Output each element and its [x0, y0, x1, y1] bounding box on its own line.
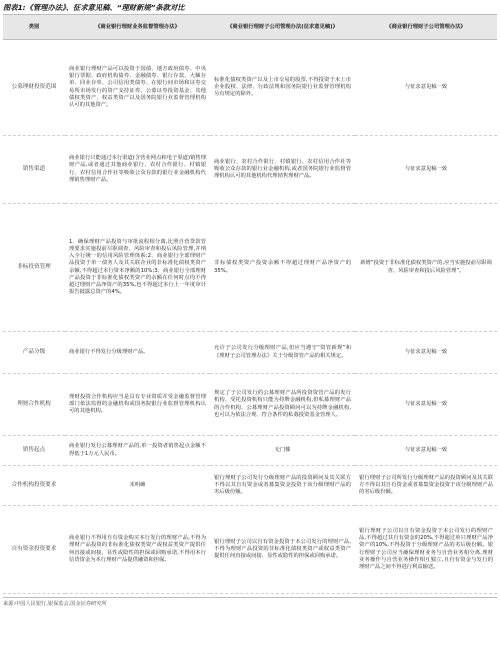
cell-final-measures: 新增“投资于非标准化债权类资产的,应当实施投前尽职调查、风险审查和投后风险管理”。 [355, 204, 497, 332]
header-final-measures: 《商业银行理财子公司管理办法》 [355, 15, 497, 40]
cell-final-measures: 与征求意见稿一致 [355, 40, 497, 136]
cell-draft-measures: 无门槛 [210, 436, 355, 466]
comparison-table [3, 14, 497, 594]
cell-final-measures: 银行理财子公司所发行分级理财产品的投资顾问及其关联方不得以其自有资金或者募集资金投资于该分级理财产品的劣后级份额。 [355, 466, 497, 506]
row-category: 销售起点 [3, 436, 65, 466]
source-note: 来源:中国人民银行,银保监会,国金证券研究所 [3, 597, 497, 608]
table-header-row [3, 15, 497, 40]
cell-draft-measures: 银行理财子公司以自有资金投资于本公司发行的理财产品,不得为理财产品投资的非标准化债权类资产或权益类资产提供任何直接或间接、显性或隐性的担保或回购承诺。 [210, 506, 355, 594]
header-management-measures: 《商业银行理财业务监督管理办法》 [65, 15, 210, 40]
cell-draft-measures: 银行理财子公司发行分级理财产品的投资顾问及其关联方不得以其自有资金或者募集资金投资于该分级理财产品的劣后级份额。 [210, 466, 355, 506]
table-row [3, 204, 497, 332]
cell-final-measures: 与征求意见稿一致 [355, 436, 497, 466]
row-category: 销售渠道 [3, 136, 65, 204]
cell-management-measures: 商业银行不得发行分级理财产品。 [65, 332, 210, 374]
row-category: 产品分级 [3, 332, 65, 374]
figure-title: 图表1:《管理办法》、征求意见稿、“理财新规”条款对比 [3, 3, 185, 12]
cell-draft-measures: 标准化债权类资产以及上市交易的股票,不得投资于未上市企业股权、法律、行政法规和国务院银行业监督管理机构另有规定的除外。 [210, 40, 355, 136]
table-row [3, 506, 497, 594]
cell-draft-measures: 规定了子公司发行的公募理财产品所投资资管产品的发行机构、受托投资机构只能为持牌金融机构,但私募理财产品的合作机构、公募理财产品投资顾问可以为持牌金融机构,也可以为依法合规、符合条件的私募投资基金管理人。 [210, 374, 355, 436]
cell-draft-measures: 商业银行、农村合作银行、村镇银行、农村信用合作社等吸收公众存款的银行业金融机构,或者国务院银行业监督管理机构认可的其他机构代理销售理财产品。 [210, 136, 355, 204]
row-category: 公募理财投资范围 [3, 40, 65, 136]
cell-final-measures: 银行理财子公司以自有资金投资于本公司发行的理财产品,不得超过其自有资金的20%,不得超过单只理财产品净资产的10%,不得投资于分级理财产品的劣后级份额。银行理财子公司应当确保理财业务与自营业务相分离,理财业务操作与自营业务操作相互独立,且自有资金与发行的理财产品之间不得进行利益输送。 [355, 506, 497, 594]
header-category: 类别 [3, 15, 65, 40]
table-row [3, 374, 497, 436]
table-row [3, 436, 497, 466]
table-row [3, 136, 497, 204]
row-category: 非标投资管理 [3, 204, 65, 332]
cell-final-measures: 与征求意见稿一致 [355, 136, 497, 204]
cell-management-measures: 商业银行不得用自有资金购买本行发行的理财产品,不得为理财产品投资的非标准化债权类资产或权益类资产提供任何直接或间接、显性或隐性的担保或回购承诺,不得用本行信贷资金为本行理财产品提供融资和担保。 [65, 506, 210, 594]
cell-management-measures: 1、确保理财产品投资与审批流程相分离,比照自营贷款管理要求实施投前尽职调查、风险审查和投后风险管理,并纳入全行统一的信用风险管理体系;2、商业银行全部理财产品投资于单一债务人及其关联企业的非标准化债权类资产余额,不得超过本行资本净额的10%;3、商业银行全部理财产品投资于非标准化债权类资产的余额在任何时点均不得超过理财产品净资产的35%,也不得超过本行上一年度审计报告披露总资产的4%。 [65, 204, 210, 332]
cell-management-measures: 理财投资合作机构应当是具有专业资质并受金融监督管理部门依法监督的金融机构或国务院银行业监督管理机构认可的其他机构。 [65, 374, 210, 436]
cell-draft-measures: 非标债权类资产投资余额不得超过理财产品净资产的35%。 [210, 204, 355, 332]
cell-final-measures: 与征求意见稿一致 [355, 332, 497, 374]
row-category: 自有资金投资要求 [3, 506, 65, 594]
cell-final-measures: 与征求意见稿一致 [355, 374, 497, 436]
row-category: 理财合作机构 [3, 374, 65, 436]
cell-management-measures: 未明确 [65, 466, 210, 506]
cell-draft-measures: 允许子公司发行分级理财产品,但应当遵守“资管新规”和《理财子公司管理办法》关于分级资管产品的相关规定。 [210, 332, 355, 374]
table-row [3, 466, 497, 506]
header-draft-measures: 《商业银行理财子公司管理办法(征求意见稿)》 [210, 15, 355, 40]
cell-management-measures: 商业银行发行公募理财产品的,单一投资者销售起点金额不得低于1万元人民币。 [65, 436, 210, 466]
table-row [3, 40, 497, 136]
cell-management-measures: 商业银行只能通过本行渠道(含营业网点和电子渠道)销售理财产品,或者通过其他商业银行、农村合作银行、村镇银行、农村信用合作社等吸收公众存款的银行业金融机构代理销售理财产品。 [65, 136, 210, 204]
row-category: 合作机构投资要求 [3, 466, 65, 506]
cell-management-measures: 商业银行理财产品可以投资于国债、地方政府债券、中央银行票据、政府机构债券、金融债券、银行存款、大额存单、同业存单、公司信用类债券、在银行间市场和证券交易所市场发行的资产支持证券、公募证券投资基金、其他债权类资产、权益类资产以及国务院银行业监督管理机构认可的其他资产。 [65, 40, 210, 136]
table-row [3, 332, 497, 374]
